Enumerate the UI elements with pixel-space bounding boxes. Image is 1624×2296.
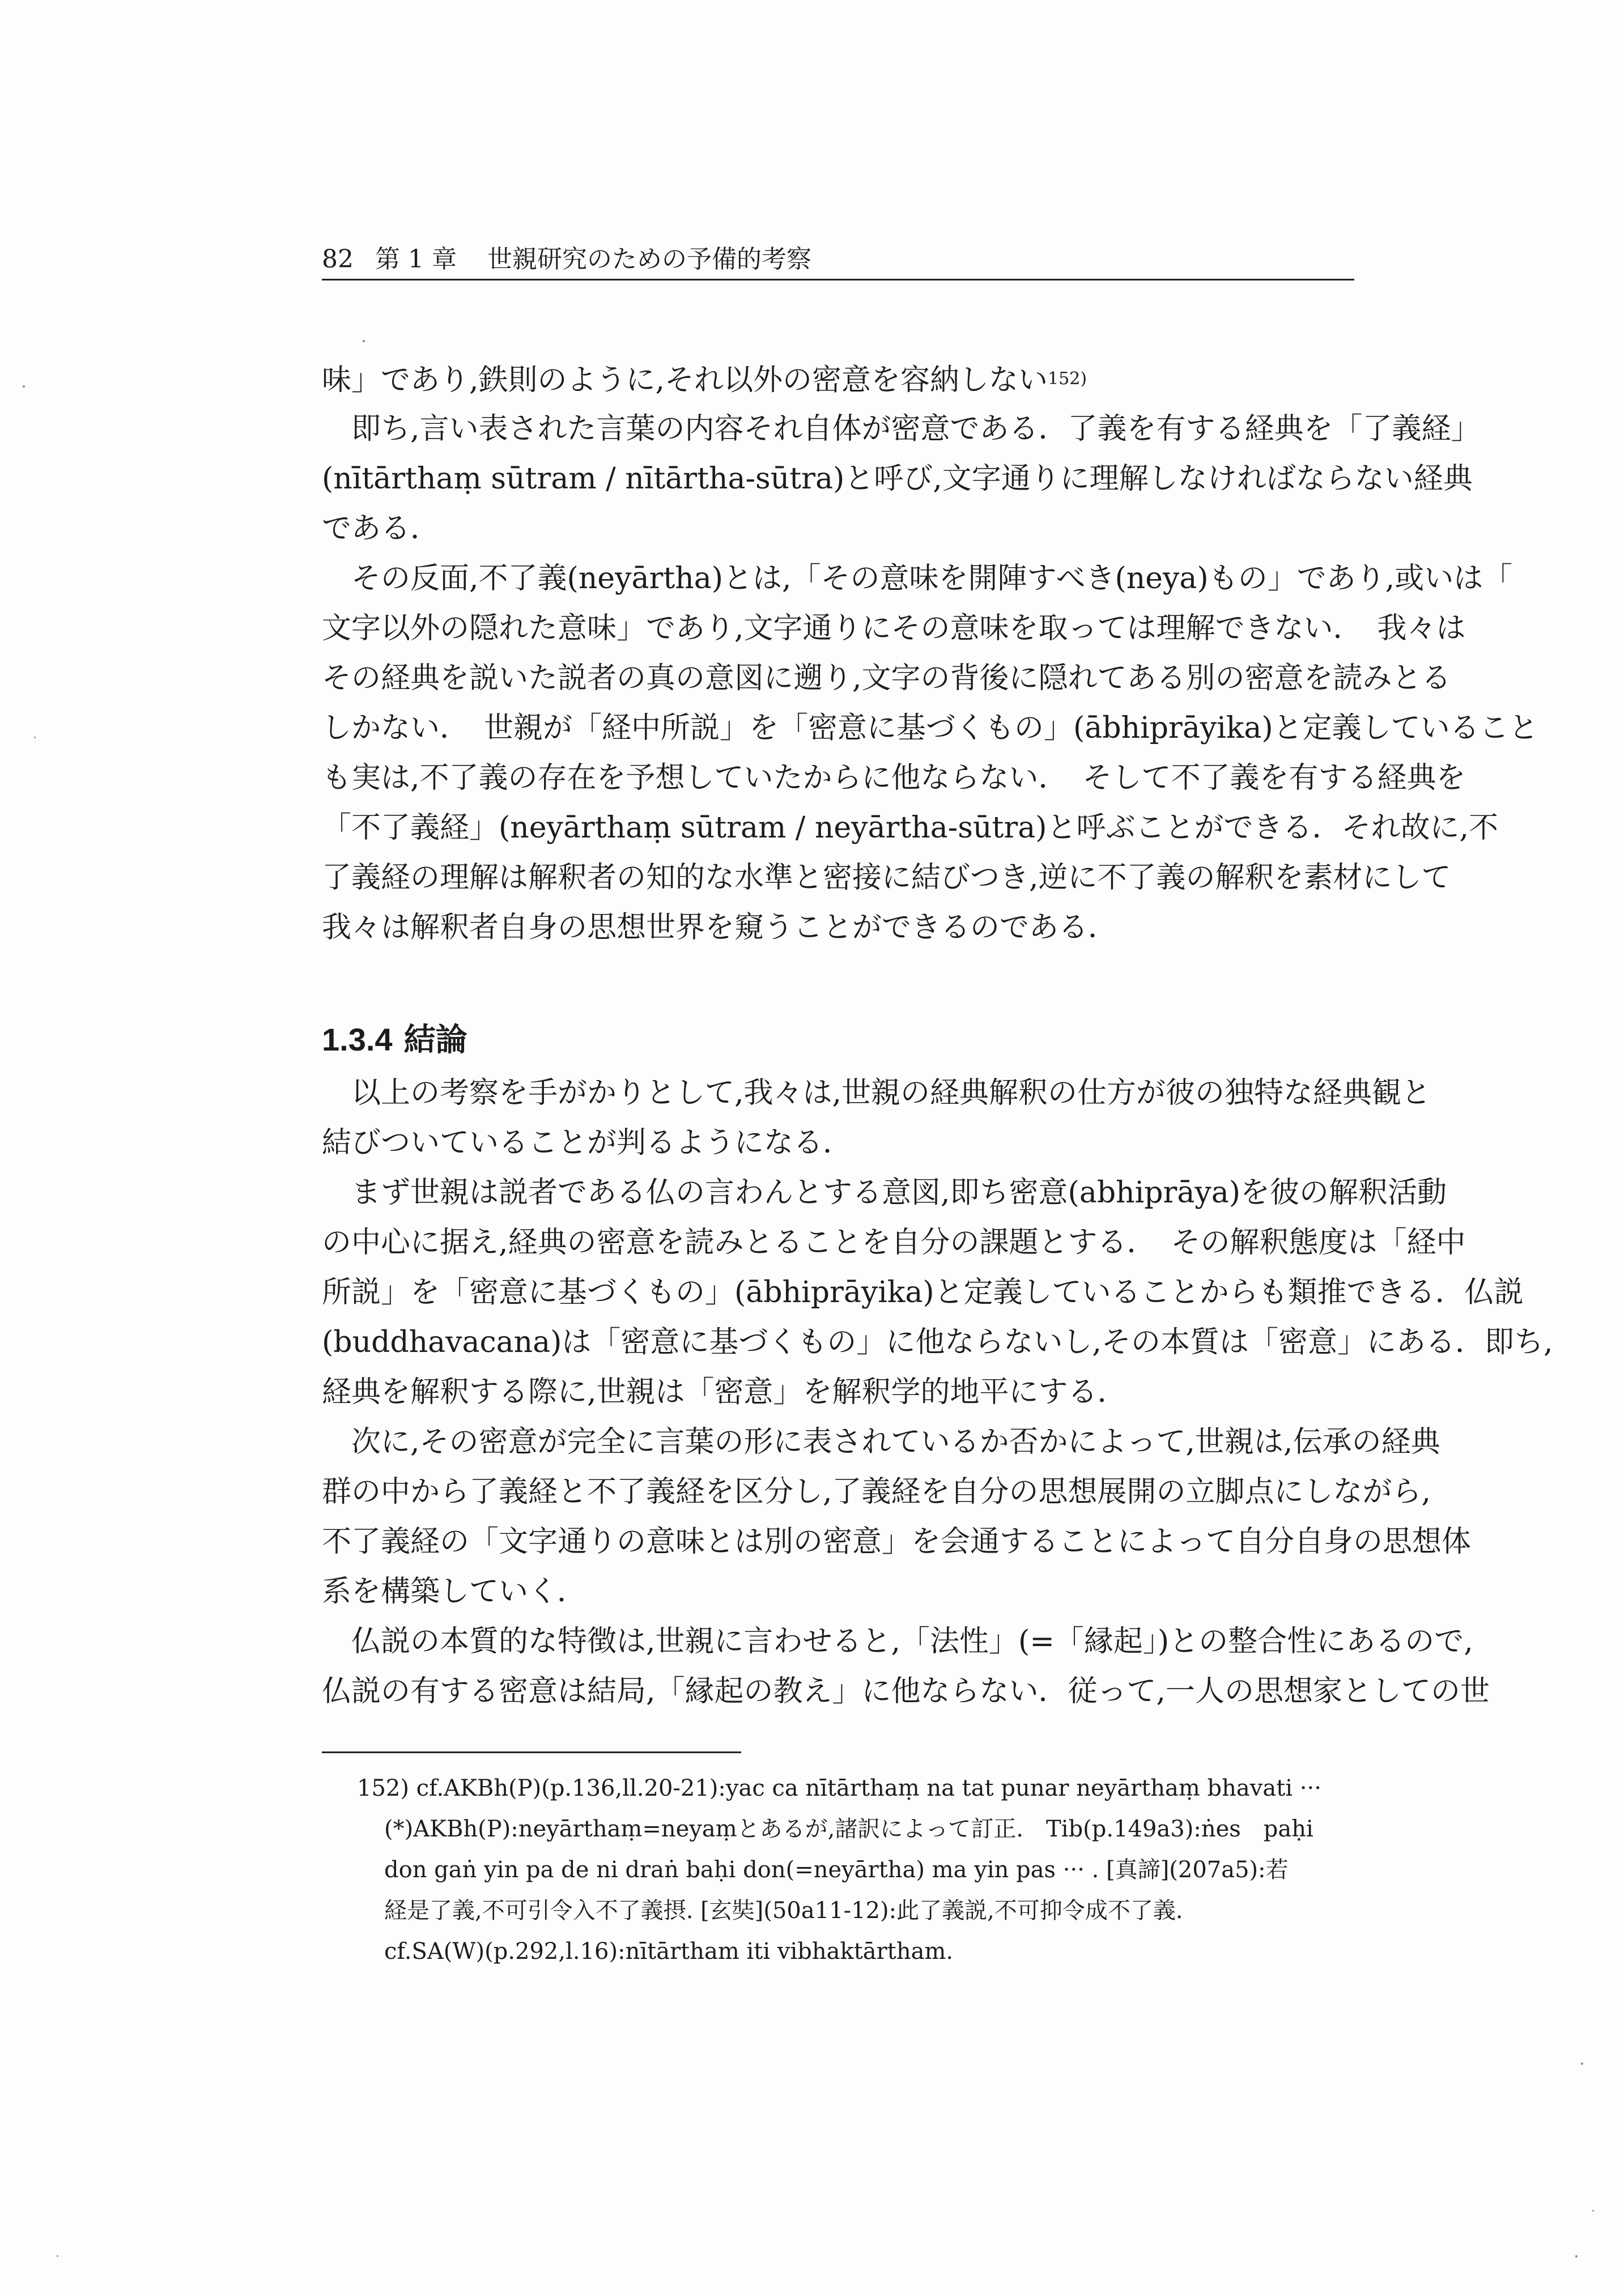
text-line: 了義経の理解は解釈者の知的な水準と密接に結びつき,逆に不了義の解釈を素材にして — [322, 861, 1451, 895]
footnote-block — [357, 1768, 1320, 1972]
text-line: 味」であり,鉄則のように,それ以外の密意を容納しない$^{152)}$ — [322, 363, 1087, 397]
section-title: 結論 — [403, 1022, 467, 1057]
text-line: 系を構築していく． — [322, 1575, 586, 1609]
text-line: (buddhavacana)は「密意に基づくもの」に他ならないし,その本質は「密意」にある．即ち, — [322, 1325, 1553, 1359]
text-line: 「不了義経」(neyārthaṃ sūtram / neyārtha-sūtra)と呼ぶことができる．それ故に,不 — [322, 811, 1499, 845]
scan-speck — [23, 385, 25, 388]
footnote-line: don gaṅ yin pa de ni draṅ baḥi don(=neyārtha) ma yin pas ··· . [真諦](207a5):若 — [384, 1857, 1289, 1883]
text-line: 経典を解釈する際に,世親は「密意」を解釈学的地平にする． — [322, 1375, 1127, 1409]
text-line: まず世親は説者である仏の言わんとする意図,即ち密意(abhiprāya)を彼の解釈活動 — [351, 1176, 1447, 1210]
text-line: 群の中から了義経と不了義経を区分し,了義経を自分の思想展開の立脚点にしながら, — [322, 1475, 1431, 1509]
text-line: も実は,不了義の存在を予想していたからに他ならない． そして不了義を有する経典を — [322, 761, 1466, 795]
page-number: 82 — [322, 245, 354, 274]
section-heading — [322, 1020, 467, 1060]
text-line: その経典を説いた説者の真の意図に遡り,文字の背後に隠れてある別の密意を読みとる — [322, 661, 1451, 695]
running-header — [322, 244, 1354, 280]
paragraph-block-2 — [322, 1068, 1553, 1716]
chapter-label: 第 1 章 — [375, 245, 457, 274]
text-line: 即ち,言い表された言葉の内容それ自体が密意である．了義を有する経典を「了義経」 — [351, 412, 1481, 446]
scan-speck — [57, 2255, 58, 2257]
text-line: の中心に据え,経典の密意を読みとることを自分の課題とする． その解釈態度は「経中 — [322, 1226, 1466, 1260]
text-line: 以上の考察を手がかりとして,我々は,世親の経典解釈の仕方が彼の独特な経典観と — [351, 1076, 1431, 1110]
scan-speck — [1592, 2210, 1594, 2212]
section-number: 1.3.4 — [322, 1022, 393, 1057]
footnote-line: 152) cf.AKBh(P)(p.136,ll.20-21):yac ca nītārthaṃ na tat punar neyārthaṃ bhavati ··· — [357, 1775, 1321, 1801]
scan-speck — [34, 737, 36, 738]
text-line: 仏説の有する密意は結局,「縁起の教え」に他ならない．従って,一人の思想家としての世 — [322, 1674, 1490, 1708]
text-line: しかない． 世親が「経中所説」を「密意に基づくもの」(ābhiprāyika)と定義していること — [322, 711, 1538, 745]
chapter-title: 世親研究のための予備的考察 — [487, 245, 811, 274]
text-line: である． — [322, 512, 440, 546]
text-line: (nītārthaṃ sūtram / nītārtha-sūtra)と呼び,文字通りに理解しなければならない経典 — [322, 462, 1473, 496]
footnote-line: (*)AKBh(P):neyārthaṃ=neyaṃとあるが,諸訳によって訂正. Tib(p.149a3):ṅes paḥi — [384, 1816, 1313, 1842]
text-line: 文字以外の隠れた意味」であり,文字通りにその意味を取っては理解できない． 我々は — [322, 611, 1466, 645]
footnote-reference[interactable]: 152) — [1048, 369, 1087, 389]
footnote-line: 経是了義,不可引令入不了義摂. [玄奘](50a11-12):此了義説,不可抑令成不了義. — [384, 1898, 1183, 1924]
text-line: 不了義経の「文字通りの意味とは別の密意」を会通することによって自分自身の思想体 — [322, 1525, 1472, 1559]
scan-speck — [363, 340, 365, 342]
scan-speck — [1581, 2063, 1583, 2065]
text-line: その反面,不了義(neyārtha)とは,「その意味を開陣すべき(neya)もの」であり,或いは「 — [351, 562, 1513, 596]
text-line: 次に,その密意が完全に言葉の形に表されているか否かによって,世親は,伝承の経典 — [351, 1425, 1440, 1459]
footnote-divider — [322, 1751, 741, 1753]
scan-speck — [1575, 2255, 1578, 2257]
text-line: 所説」を「密意に基づくもの」(ābhiprāyika)と定義していることからも類推できる．仏説 — [322, 1275, 1524, 1309]
text-line: 我々は解釈者自身の思想世界を窺うことができるのである． — [322, 911, 1118, 945]
footnote-line: cf.SA(W)(p.292,l.16):nītārtham iti vibhaktārtham. — [384, 1938, 954, 1965]
text-line: 結びついていることが判るようになる． — [322, 1126, 853, 1160]
paragraph-block-1 — [322, 354, 1538, 953]
text-line: 仏説の本質的な特徴は,世親に言わせると,「法性」(=「縁起」)との整合性にあるので, — [351, 1625, 1473, 1659]
